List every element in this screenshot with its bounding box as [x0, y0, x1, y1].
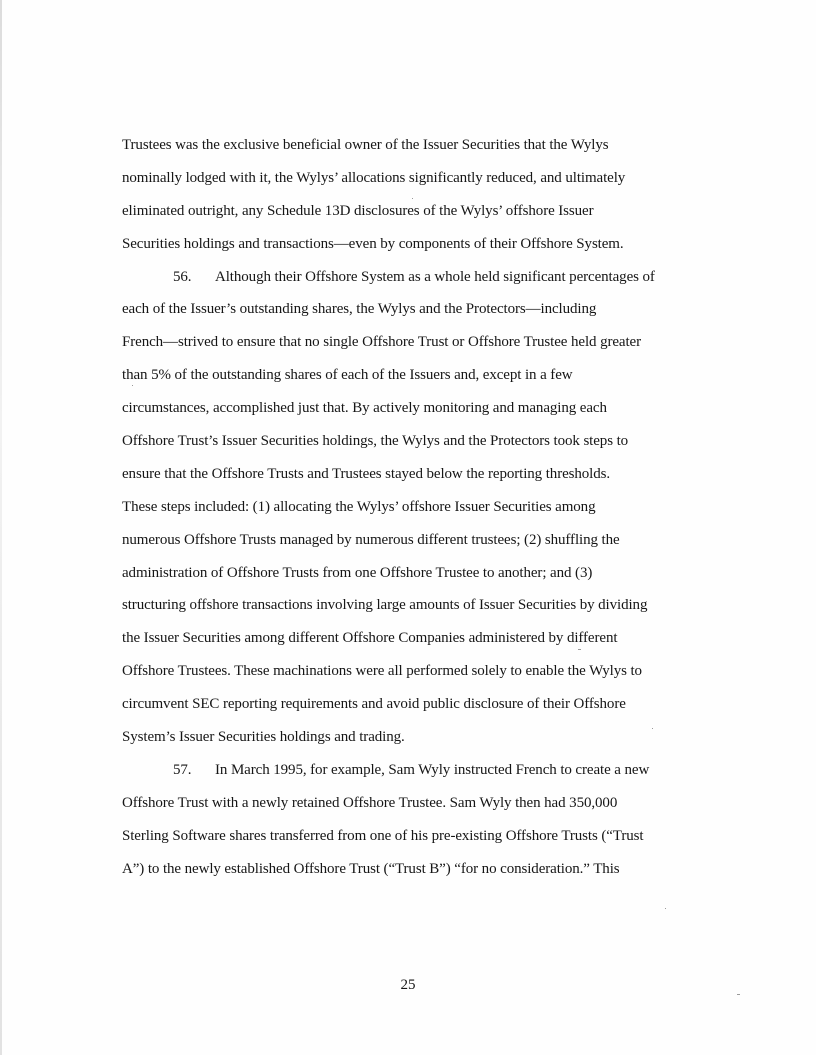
scan-edge [0, 0, 2, 1055]
paragraph-56-first-line [122, 261, 682, 294]
scan-speck [737, 994, 740, 995]
text-line: Although their Offshore System as a whole held significant percentages of [215, 268, 655, 285]
text-line: circumvent SEC reporting requirements and avoid public disclosure of their Offshore [122, 696, 626, 713]
text-line: Offshore Trust with a newly retained Offshore Trustee. Sam Wyly then had 350,000 [122, 794, 618, 811]
text-line: Offshore Trust’s Issuer Securities holdings, the Wylys and the Protectors took steps to [122, 433, 629, 450]
text-line: the Issuer Securities among different Offshore Companies administered by different [122, 630, 618, 647]
text-line: Sterling Software shares transferred from one of his pre-existing Offshore Trusts (“Trust [122, 827, 644, 844]
text-line: administration of Offshore Trusts from one Offshore Trustee to another; and (3) [122, 564, 593, 581]
text-line: nominally lodged with it, the Wylys’ allocations significantly reduced, and ultimately [122, 169, 626, 186]
text-line: numerous Offshore Trusts managed by numerous different trustees; (2) shuffling the [122, 531, 620, 548]
text-line: In March 1995, for example, Sam Wyly instructed French to create a new [215, 761, 650, 778]
text-line: System’s Issuer Securities holdings and trading. [122, 729, 405, 746]
text-line: circumstances, accomplished just that. By actively monitoring and managing each [122, 400, 607, 417]
text-line: A”) to the newly established Offshore Trust (“Trust B”) “for no consideration.” This [122, 860, 620, 877]
text-line: structuring offshore transactions involving large amounts of Issuer Securities by dividing [122, 597, 648, 614]
paragraph-57-first-line [122, 754, 682, 787]
text-line: each of the Issuer’s outstanding shares, the Wylys and the Protectors—including [122, 301, 597, 318]
text-line: ensure that the Offshore Trusts and Trustees stayed below the reporting thresholds. [122, 465, 611, 482]
text-line: These steps included: (1) allocating the Wylys’ offshore Issuer Securities among [122, 498, 596, 515]
paragraph-number: 56. [173, 268, 192, 285]
text-line: than 5% of the outstanding shares of each of the Issuers and, except in a few [122, 367, 573, 384]
text-line: Offshore Trustees. These machinations were all performed solely to enable the Wylys to [122, 663, 642, 680]
text-line: Trustees was the exclusive beneficial owner of the Issuer Securities that the Wylys [122, 137, 609, 153]
paragraph-number: 57. [173, 761, 192, 778]
text-line: Securities holdings and transactions—even by components of their Offshore System. [122, 235, 624, 252]
scan-speck [665, 908, 666, 909]
page-number: 25 [400, 977, 416, 993]
body-text [122, 129, 682, 885]
text-line: eliminated outright, any Schedule 13D disclosures of the Wylys’ offshore Issuer [122, 202, 594, 219]
text-line: French—strived to ensure that no single Offshore Trust or Offshore Trustee held greater [122, 334, 641, 351]
